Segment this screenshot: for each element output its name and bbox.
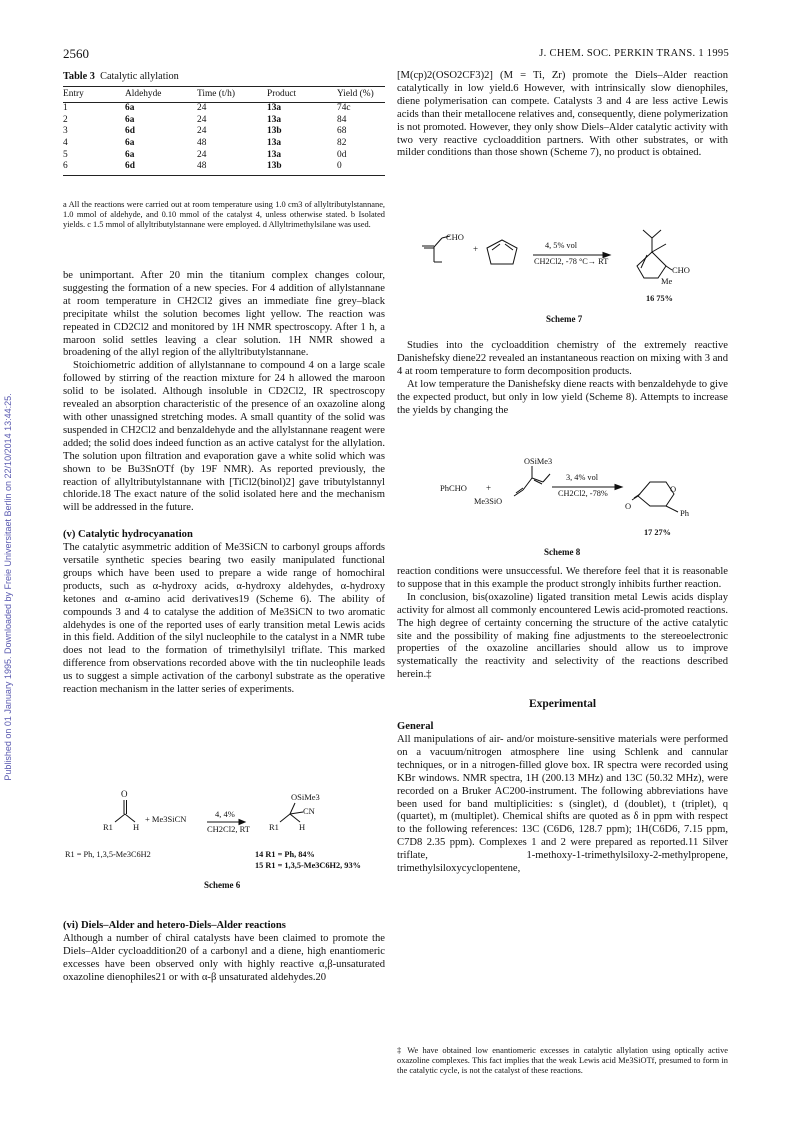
- table-cell: 84: [337, 114, 347, 125]
- right-column-middle: [397, 340, 728, 417]
- r1-label: R1: [103, 822, 113, 832]
- col-time: Time (t/h): [197, 87, 267, 103]
- table-cell: 24: [197, 103, 207, 114]
- plus-sign: +: [486, 483, 492, 493]
- paragraph: reaction conditions were unsuccessful. We therefore feel that it is reasonable to suppose that in this example the product strongly inhibits further reaction.: [397, 566, 728, 590]
- h-label: H: [299, 822, 306, 832]
- download-watermark: [2, 242, 14, 932]
- table-row: [63, 126, 385, 138]
- table-cell: 1: [63, 103, 68, 114]
- table-cell: 0: [337, 161, 385, 176]
- section-heading-hydrocyanation: (v) Catalytic hydrocyanation: [63, 529, 193, 541]
- condition-bottom: CH2Cl2, RT: [207, 824, 250, 834]
- right-column-lower: [397, 566, 728, 876]
- condition-bottom: CH2Cl2, -78 °C→ RT: [534, 257, 609, 266]
- ph-label: Ph: [680, 508, 689, 518]
- table-row: [63, 103, 385, 115]
- ring-oxygen: O: [670, 484, 677, 494]
- paragraph: Studies into the cycloaddition chemistry of the extremely reactive Danishefsky diene22 revealed an instantaneous reaction on mixing with 3 and 4 at room temperature to form decomposition products.: [397, 340, 728, 377]
- me3sio-label: Me3SiO: [474, 497, 503, 506]
- table-cell: 24: [197, 126, 207, 137]
- table-row: [63, 149, 385, 161]
- ketone-oxygen: O: [625, 501, 632, 511]
- table-cell: 13a: [267, 103, 282, 114]
- me-label: Me: [661, 276, 673, 286]
- table-cell: 13b: [267, 126, 282, 137]
- table-cell: 68: [337, 126, 347, 137]
- paragraph: Although a number of chiral catalysts have been claimed to promote the Diels–Alder cycloaddition20 of a carbonyl and a diene, high enantiomeric excesses have been observed only with highly reactive α,β-unsaturated oxazoline dienophiles21 or with α-β unsaturated aldehydes.20: [63, 932, 385, 983]
- cn-label: CN: [303, 806, 315, 816]
- table-cell: 6a: [125, 138, 135, 149]
- scheme-8-label: Scheme 8: [544, 547, 581, 557]
- table-caption: Catalytic allylation: [100, 71, 179, 82]
- table-cell: 2: [63, 114, 68, 125]
- scheme-7-diagram: [400, 218, 728, 330]
- paragraph: At low temperature the Danishefsky diene reacts with benzaldehyde to give the expected product, but only in low yield (Scheme 8). Attempts to increase the yields by changing the: [397, 378, 728, 416]
- table-footnote: a All the reactions were carried out at room temperature using 1.0 cm3 of allyltributylstannane, 1.0 mmol of aldehyde, and 0.10 mmol of the catalyst 4, unless otherwise stated. b Isolated yields. c 1.5 mmol of allyltributylstannane were employed. d Allyltrimethylsilane was used.: [63, 200, 385, 230]
- cho-label: CHO: [446, 232, 464, 242]
- table-cell: 6d: [125, 161, 197, 176]
- left-column-upper: [63, 270, 385, 697]
- table-cell: 6d: [125, 126, 135, 137]
- table-cell: 48: [197, 161, 267, 176]
- phcho-label: PhCHO: [440, 483, 467, 493]
- table-cell: 13a: [267, 138, 282, 149]
- condition-top: 4, 4%: [215, 809, 235, 819]
- table-cell: 24: [197, 114, 207, 125]
- table-row: [63, 161, 385, 176]
- table-cell: 0d: [337, 149, 347, 160]
- paragraph: The catalytic asymmetric addition of Me3SiCN to carbonyl groups affords versatile synthetic species bearing two easily manipulated functional groups which have been used to prepare a wide range of homochiral products, such as α-hydroxy acids, α-hydroxy aldehydes, α-hydroxy ketones and α-amino acid derivatives19 (Scheme 6). The ability of compounds 3 and 4 to catalyse the addition of Me3SiCN to two aromatic aldehydes is one of the reported uses of early transition metal Lewis acids in this field. Addition of the silyl nucleophile to the catalyst in a NMR tube does not lead to the formation of trimethylsilyl triflate. This marked difference from observations recorded above with the tin nucleophile leads us to suggest a simple activation of the carbonyl substrate as the operative reaction mechanism in the latter series of experiments.: [63, 542, 385, 696]
- table-cell: 5: [63, 149, 68, 160]
- product-15: 15 R1 = 1,3,5-Me3C6H2, 93%: [255, 861, 361, 870]
- table-title: [63, 71, 179, 82]
- col-aldehyde: Aldehyde: [125, 87, 197, 103]
- journal-header: J. CHEM. SOC. PERKIN TRANS. 1 1995: [539, 48, 729, 59]
- paragraph: All manipulations of air- and/or moisture-sensitive materials were performed on a vacuum/nitrogen atmosphere line using Schlenk and cannular techniques, or in a nitrogen-filled glove box. IR spectra were recorded using KBr windows. NMR spectra, 1H (200.13 MHz) and 13C (50.32 MHz), were recorded on a Bruker AC200-instrument. The following abbreviations have been used for band multiplicities: s (singlet), d (doublet), t (triplet), q (quartet), m (multiplet). Chemical shifts are quoted as δ in ppm with respect to the following references: 13C (C6D6, 128.7 ppm); 1H(C6D6, 7.15 ppm, C7D8 2.35 ppm). Complexes 1 and 2 were prepared as reported.11 Silver triflate, 1-methoxy-1-trimethylsiloxy-2-methylpropene, trimethylsiloxycyclopentene,: [397, 733, 728, 875]
- table-cell: 13a: [267, 114, 282, 125]
- paragraph: In conclusion, bis(oxazoline) ligated transition metal Lewis acids display activity for almost all commonly encountered Lewis acid-promoted reactions. The high degree of certainty concerning the structure of the active catalytic site and the possibility of making fine adjustments to the stereoelectronic properties of the oxazoline ancillaries should allow us to improve systematically the reactivity and selectivity of the reactions described herein.‡: [397, 591, 728, 681]
- download-watermark-text: Published on 01 January 1995. Downloaded by Freie Universitaet Berlin on 22/10/2014 13:44:25.: [3, 393, 13, 781]
- osime3-label: OSiMe3: [524, 457, 553, 466]
- table-cell: 13b: [267, 161, 337, 176]
- scheme-6-label: Scheme 6: [204, 880, 241, 890]
- plus-sign: +: [473, 244, 479, 254]
- table-cell: 24: [197, 149, 207, 160]
- reagent-label: + Me3SiCN: [145, 814, 187, 824]
- table-cell: 3: [63, 126, 68, 137]
- paragraph: Stoichiometric addition of allylstannane to compound 4 on a large scale followed by stirring of the reaction mixture for 24 h allowed the maroon solid to be isolated. Although insoluble in CD2Cl2, IR spectroscopy revealed an absorption characteristic of the presence of an oxazoline along with other unassigned stretching modes. A small quantity of the solid was suspended in CH2Cl2 and benzaldehyde and the allylstannane reagent were added; the solid does indeed function as an active catalyst for the allylation. The solution upon filtration and evaporation gave a white solid which was shown to be Bu3SnOTf (by 19F NMR). As reported previously, the reaction of allyltributylstannane with [TiCl2(binol)2] gave tributylstannyl chloride.18 The exact nature of the solid isolated here and the mechanism will be addressed in the future.: [63, 360, 385, 514]
- scheme-7-label: Scheme 7: [546, 314, 583, 324]
- table-cell: 4: [63, 138, 68, 149]
- page-footnote: ‡ We have obtained low enantiomeric excesses in catalytic allylation using optically active oxazoline complexes. This fact implies that the weak Lewis acid Me3SiOTf, presumed to form in the catalytic cycle, is not the catalyst of these reactions.: [397, 1046, 728, 1076]
- condition-top: 3, 4% vol: [566, 473, 599, 482]
- table-row: [63, 138, 385, 150]
- allylation-table: [63, 86, 385, 176]
- col-yield: Yield (%): [337, 87, 385, 103]
- table-cell: 6a: [125, 114, 135, 125]
- table-header-row: [63, 87, 385, 103]
- scheme-6-diagram: [65, 786, 385, 896]
- left-column-lower: [63, 920, 385, 985]
- table-number: Table 3: [63, 71, 95, 82]
- table-3: [63, 86, 385, 176]
- condition-bottom: CH2Cl2, -78%: [558, 489, 608, 498]
- table-cell: 74c: [337, 103, 351, 114]
- product-17: 17 27%: [644, 528, 671, 537]
- section-heading-diels-alder: (vi) Diels–Alder and hetero-Diels–Alder reactions: [63, 920, 286, 931]
- scheme-8-diagram: [400, 452, 728, 562]
- section-heading-experimental: Experimental: [528, 698, 597, 711]
- table-cell: 6a: [125, 103, 135, 114]
- subsection-heading-general: General: [397, 721, 434, 733]
- product-14: 14 R1 = Ph, 84%: [255, 850, 315, 859]
- paragraph: be unimportant. After 20 min the titanium complex changes colour, suggesting the formation of a new species. For 4 addition of allylstannane at room temperature in CH2Cl2 gives an immediate fine grey–black precipitate whilst the solution becomes light yellow. The reaction was repeated in CD2Cl2 and monitored by 1H NMR spectroscopy. After 1 h, a maroon solid settles leaving a clear solution. 1H NMR showed a broadening of the allyl region of the allyltributylstannane.: [63, 270, 385, 359]
- table-cell: 6: [63, 161, 125, 176]
- table-body: [63, 103, 385, 176]
- svg-text:O: O: [121, 789, 128, 799]
- condition-top: 4, 5% vol: [545, 241, 578, 250]
- product-16: 16 75%: [646, 294, 673, 303]
- table-cell: 82: [337, 138, 347, 149]
- col-product: Product: [267, 87, 337, 103]
- table-row: [63, 115, 385, 127]
- r1-definition: R1 = Ph, 1,3,5-Me3C6H2: [65, 850, 151, 859]
- page-number: 2560: [63, 46, 89, 61]
- right-column-upper: [397, 70, 728, 160]
- osime3-label: OSiMe3: [291, 792, 320, 802]
- table-cell: 13a: [267, 149, 282, 160]
- paragraph: [M(cp)2(OSO2CF3)2] (M = Ti, Zr) promote the Diels–Alder reaction catalytically in low yield.6 However, with intrinsically slow dienophiles, diene polymerisation can compete. Catalysts 3 and 4 are less active Lewis acids than their metallocene relatives and, consequently, diene polymerization is not promoted. However, they only show Diels–Alder catalytic activity with two very reactive cycloaddition partners. With other substrates, or with milder conditions than those shown (Scheme 7), no product is obtained.: [397, 70, 728, 159]
- table-cell: 6a: [125, 149, 135, 160]
- col-entry: Entry: [63, 87, 125, 103]
- table-cell: 48: [197, 138, 207, 149]
- product-cho-label: CHO: [672, 265, 690, 275]
- h-label: H: [133, 822, 140, 832]
- r1-label: R1: [269, 822, 279, 832]
